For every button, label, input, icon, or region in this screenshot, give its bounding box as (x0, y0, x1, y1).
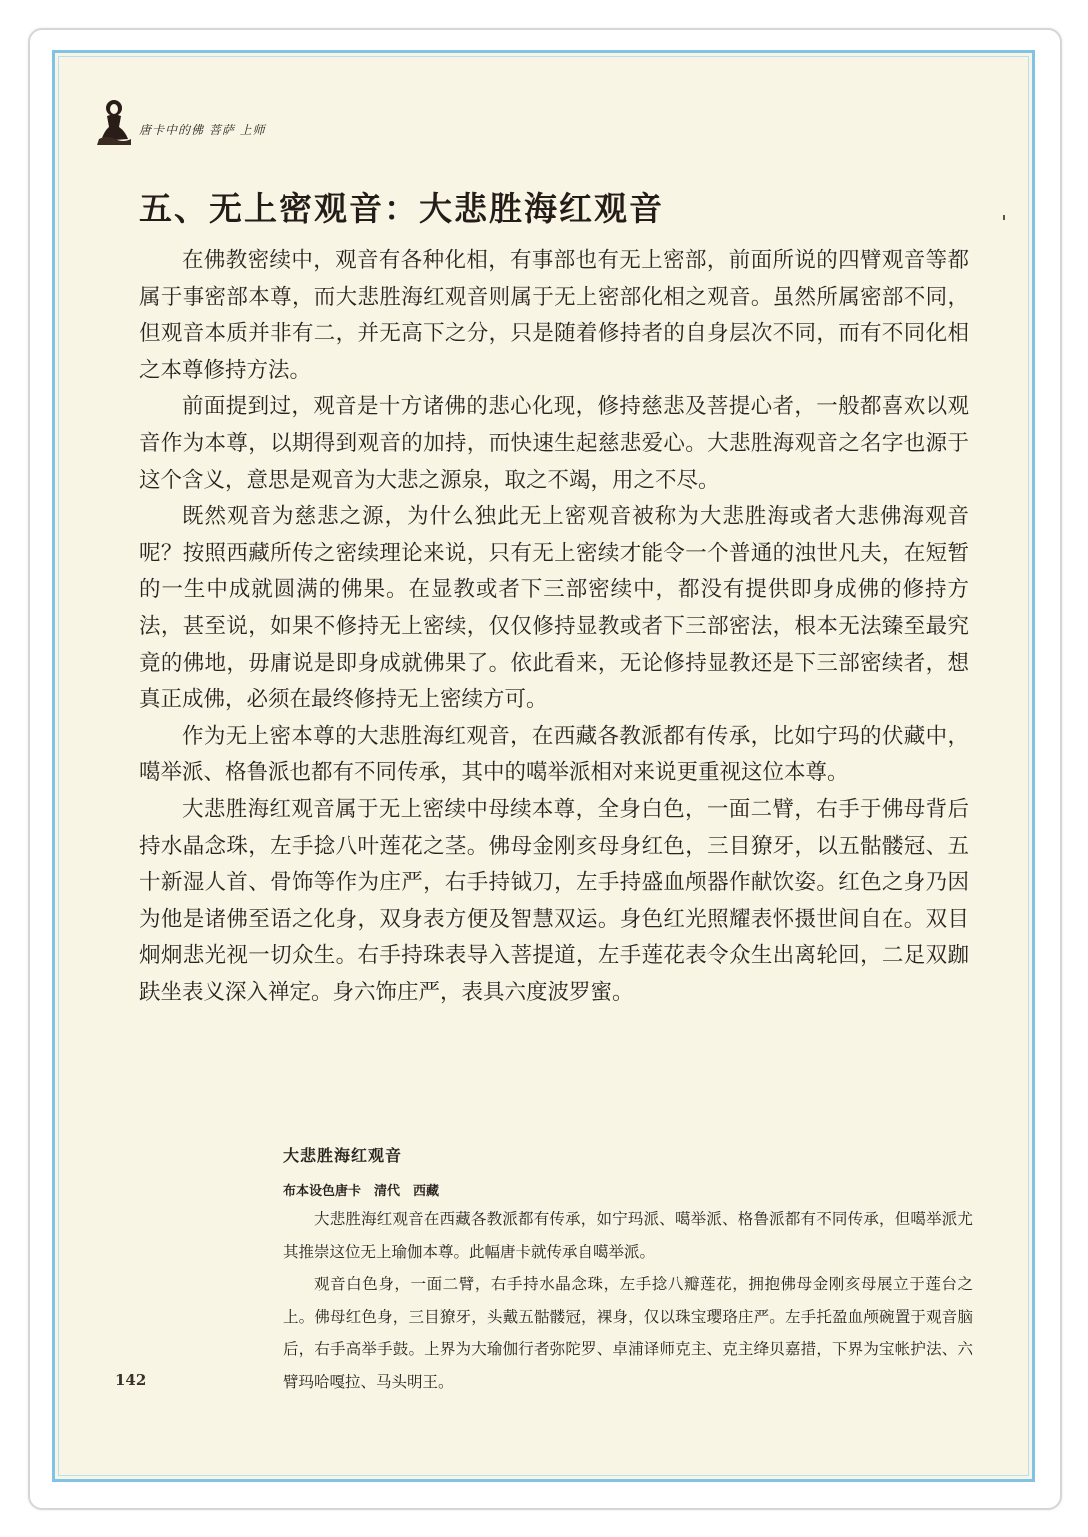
caption-paragraph: 观音白色身，一面二臂，右手持水晶念珠，左手捻八瓣莲花，拥抱佛母金刚亥母展立于莲台之上。佛母红色身，三目獠牙，头戴五骷髅冠，裸身，仅以珠宝璎珞庄严。左手托盈血颅碗置于观音脑后，右手高举手鼓。上界为大瑜伽行者弥陀罗、卓浦译师克主、克主绛贝嘉措，下界为宝帐护法、六臂玛哈嘎拉、马头明王。 (283, 1275, 973, 1391)
body-paragraph: 前面提到过，观音是十方诸佛的悲心化现，修持慈悲及菩提心者，一般都喜欢以观音作为本尊，以期得到观音的加持，而快速生起慈悲爱心。大悲胜海观音之名字也源于这个含义，意思是观音为大悲之源泉，取之不竭，用之不尽。 (139, 394, 969, 493)
caption-paragraph: 大悲胜海红观音在西藏各教派都有传承，如宁玛派、噶举派、格鲁派都有不同传承，但噶举派尤其推崇这位无上瑜伽本尊。此幅唐卡就传承自噶举派。 (283, 1210, 973, 1261)
figure-silhouette-icon (95, 99, 133, 145)
body-paragraph: 大悲胜海红观音属于无上密续中母续本尊，全身白色，一面二臂，右手于佛母背后持水晶念珠，左手捻八叶莲花之茎。佛母金刚亥母身红色，三目獠牙，以五骷髅冠、五十新湿人首、骨饰等作为庄严，右手持钺刀，左手持盛血颅器作献饮姿。红色之身乃因为他是诸佛至语之化身，双身表方便及智慧双运。身色红光照耀表怀摄世间自在。双目炯炯悲光视一切众生。右手持珠表导入菩提道，左手莲花表令众生出离轮回，二足双跏趺坐表义深入禅定。身六饰庄严，表具六度波罗蜜。 (139, 796, 969, 1005)
running-title: 唐卡中的佛 菩萨 上师 (139, 123, 266, 137)
caption-body (283, 1203, 973, 1398)
image-caption (283, 1143, 973, 1398)
running-header (95, 99, 395, 149)
body-paragraph: 既然观音为慈悲之源，为什么独此无上密观音被称为大悲胜海或者大悲佛海观音呢？按照西藏所传之密续理论来说，只有无上密续才能令一个普通的浊世凡夫，在短暂的一生中成就圆满的佛果。在显教或者下三部密续中，都没有提供即身成佛的修持方法，甚至说，如果不修持无上密续，仅仅修持显教或者下三部密法，根本无法臻至最究竟的佛地，毋庸说是即身成就佛果了。依此看来，无论修持显教还是下三部密续者，想真正成佛，必须在最终修持无上密续方可。 (139, 504, 969, 713)
caption-meta: 布本设色唐卡 清代 西藏 (283, 1184, 440, 1199)
body-text (139, 243, 969, 1011)
section-title: 五、无上密观音：大悲胜海红观音 (139, 189, 664, 228)
print-mark (1003, 215, 1005, 220)
body-paragraph: 在佛教密续中，观音有各种化相，有事部也有无上密部，前面所说的四臂观音等都属于事密部本尊，而大悲胜海红观音则属于无上密部化相之观音。虽然所属密部不同，但观音本质并非有二，并无高下之分，只是随着修持者的自身层次不同，而有不同化相之本尊修持方法。 (139, 248, 969, 383)
caption-title: 大悲胜海红观音 (283, 1146, 403, 1165)
book-page (52, 50, 1035, 1482)
body-paragraph: 作为无上密本尊的大悲胜海红观音，在西藏各教派都有传承，比如宁玛的伏藏中，噶举派、格鲁派也都有不同传承，其中的噶举派相对来说更重视这位本尊。 (139, 723, 969, 786)
page-number: 142 (115, 1371, 147, 1389)
